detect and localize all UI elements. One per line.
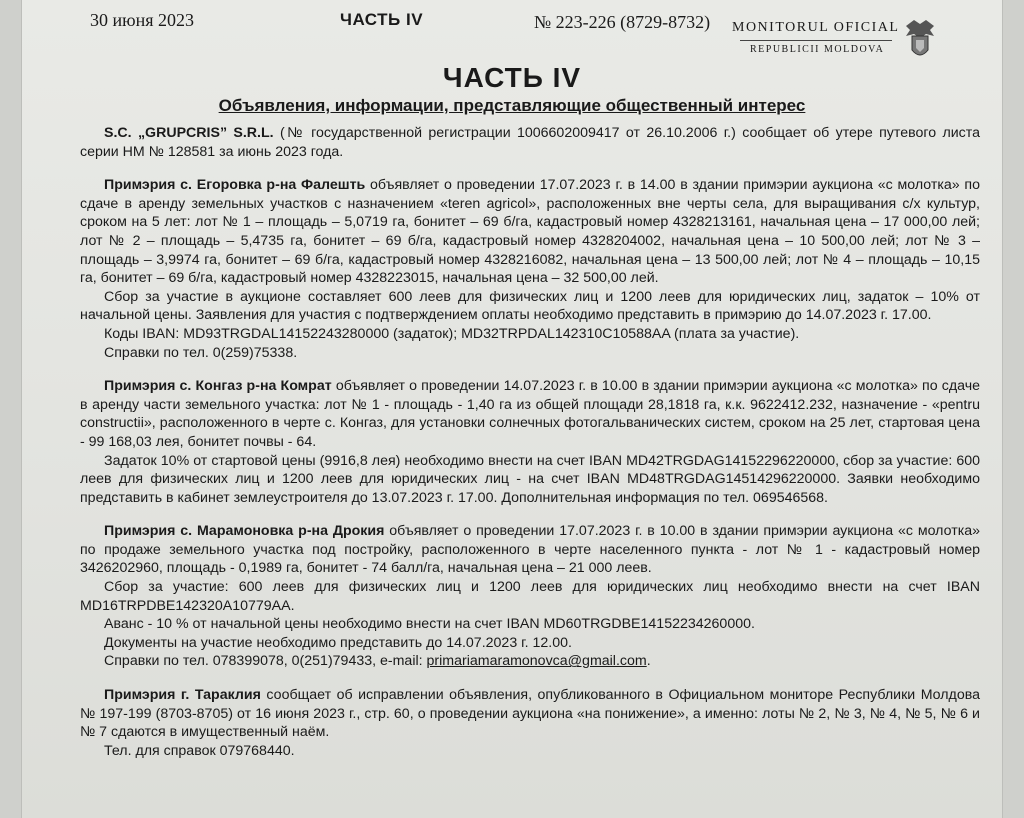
announcement-phone: Справки по тел. 078399078, 0(251)79433, e-mail:: [104, 653, 427, 670]
announcement-congaz: [80, 377, 980, 451]
section-subtitle: Объявления, информации, представляющие общественный интерес: [218, 96, 806, 115]
announcement-advance: Аванс - 10 % от начальной цены необходимо внести на счет IBAN MD60TRGDBE14152234260000.: [104, 616, 755, 633]
announcement-text: объявляет о проведении 14.07.2023 г. в 10.00 в здании примэрии аукциона «с молотка» по сдаче в аренду части земельного участка: лот № 1 - площадь - 1,40 га из общей площади 28,1818 га, к.к. 9622412.232, назначение - «pentru constructii», расположенного в черте с. Конгаз, для установки солнечных фотогальванических систем, сроком на 25 лет, стартовая цена - 99 168,03 лея, бонитет почвы - 64.: [80, 378, 980, 450]
announcement-docs: Документы на участие необходимо представить до 14.07.2023 г. 12.00.: [104, 634, 572, 651]
announcement-egorovka: [80, 176, 980, 288]
announcement-contact: Справки по тел. 078399078, 0(251)79433, e-mail: primariamaramonovca@gmail.com.: [104, 653, 651, 670]
announcement-text: (№ государственной регистрации 1006602009417 от 26.10.2006 г.) сообщает об утере путевого листа серии НМ № 128581 за июнь 2023 года.: [80, 125, 980, 160]
header-part-label: ЧАСТЬ IV: [340, 10, 424, 29]
publication-subname: REPUBLICII MOLDOVA: [750, 44, 885, 55]
newspaper-page: [22, 0, 1002, 818]
announcement-grupcris: [80, 124, 980, 161]
announcement-text: объявляет о проведении 17.07.2023 г. в 14.00 в здании примэрии аукциона «с молотка» по сдаче в аренду земельных участков с назначением «teren agricol», расположенных вне черты села, для выращивания с/х культур, сроком на 5 лет: лот № 1 – площадь – 5,0719 га, бонитет – 69 б/га, кадастровый номер 4328213161, начальная цена – 17 000,00 лей; лот № 2 – площадь – 5,4735 га, бонитет – 69 б/га, кадастровый номер 4328204002, начальная цена – 10 500,00 лей; лот № 3 – площадь – 3,9974 га, бонитет – 69 б/га, кадастровый номер 4328216082, начальная цена – 13 500,00 лей; лот № 4 – площадь – 10,15 га, бонитет – 69 б/га, кадастровый номер 4328223015, начальная цена – 32 500,00 лей.: [80, 177, 981, 287]
announcement-phone: Тел. для справок 079768440.: [104, 742, 295, 759]
announcement-taraclia: [80, 686, 980, 742]
header-rule: [740, 40, 892, 41]
section-title: ЧАСТЬ IV: [442, 62, 582, 93]
announcement-org: S.C. „GRUPCRIS” S.R.L.: [104, 125, 274, 141]
announcement-org: Примэрия г. Тараклия: [104, 687, 261, 704]
announcements: [80, 124, 980, 760]
announcement-fee: Сбор за участие: 600 леев для физических лиц и 1200 леев для юридических лиц необходимо внести на счет IBAN MD16TRPDBE142320A10779AA.: [80, 579, 980, 614]
coat-of-arms-icon: [900, 16, 940, 64]
issue-number: № 223-226 (8729-8732): [534, 12, 711, 32]
announcement-deposit: Задаток 10% от стартовой цены (9916,8 лея) необходимо внести на счет IBAN MD42TRGDAG14152296220000, сбор за участие: 600 леев для физических лиц и 1200 леев для юридических лиц - на счет IBAN MD48TRGDAG14514296220000. Заявки необходимо представить в кабинет землеустроителя до 13.07.2023 г. 17.00. Дополнительная информация по тел. 069546568.: [80, 452, 980, 506]
announcement-iban: Коды IBAN: MD93TRGDAL14152243280000 (задаток); MD32TRPDAL142310C10588AA (плата за участие).: [104, 325, 800, 342]
announcement-text: объявляет о проведении 17.07.2023 г. в 10.00 в здании примэрии аукциона «с молотка» по продаже земельного участка под постройку, расположенного в черте населенного пункта - лот № 1 - кадастровый номер 3426202960, площадь - 0,1989 га, бонитет - 74 балл/га, начальная цена – 21 000 леев.: [80, 523, 980, 577]
announcement-phone: Справки по тел. 0(259)75338.: [104, 344, 298, 361]
announcement-org: Примэрия с. Марамоновка р-на Дрокия: [104, 523, 385, 540]
issue-date: 30 июня 2023: [90, 10, 194, 30]
email-link[interactable]: primariamaramonovca@gmail.com: [426, 653, 647, 670]
page-header: [22, 0, 1002, 70]
announcement-fee: Сбор за участие в аукционе составляет 600 леев для физических лиц и 1200 леев для юридических лиц, задаток – 10% от начальной цены. Заявления для участия с подтверждением оплаты необходимо представить в примэрию до 14.07.2023 г. 17.00.: [80, 288, 980, 324]
announcement-org: Примэрия с. Конгаз р-на Комрат: [104, 378, 332, 395]
announcement-maramonovka: [80, 522, 980, 578]
publication-name: MONITORUL OFICIAL: [732, 20, 900, 35]
announcement-org: Примэрия с. Егоровка р-на Фалешть: [104, 177, 366, 194]
announcement-text: сообщает об исправлении объявления, опубликованного в Официальном мониторе Республики Молдова № 197-199 (8703-8705) от 16 июня 2023 г., стр. 60, о проведении аукциона «на понижение», а именно: лоты № 2, № 3, № 4, № 5, № 6 и № 7 сдаются в имущественный наём.: [80, 687, 980, 741]
